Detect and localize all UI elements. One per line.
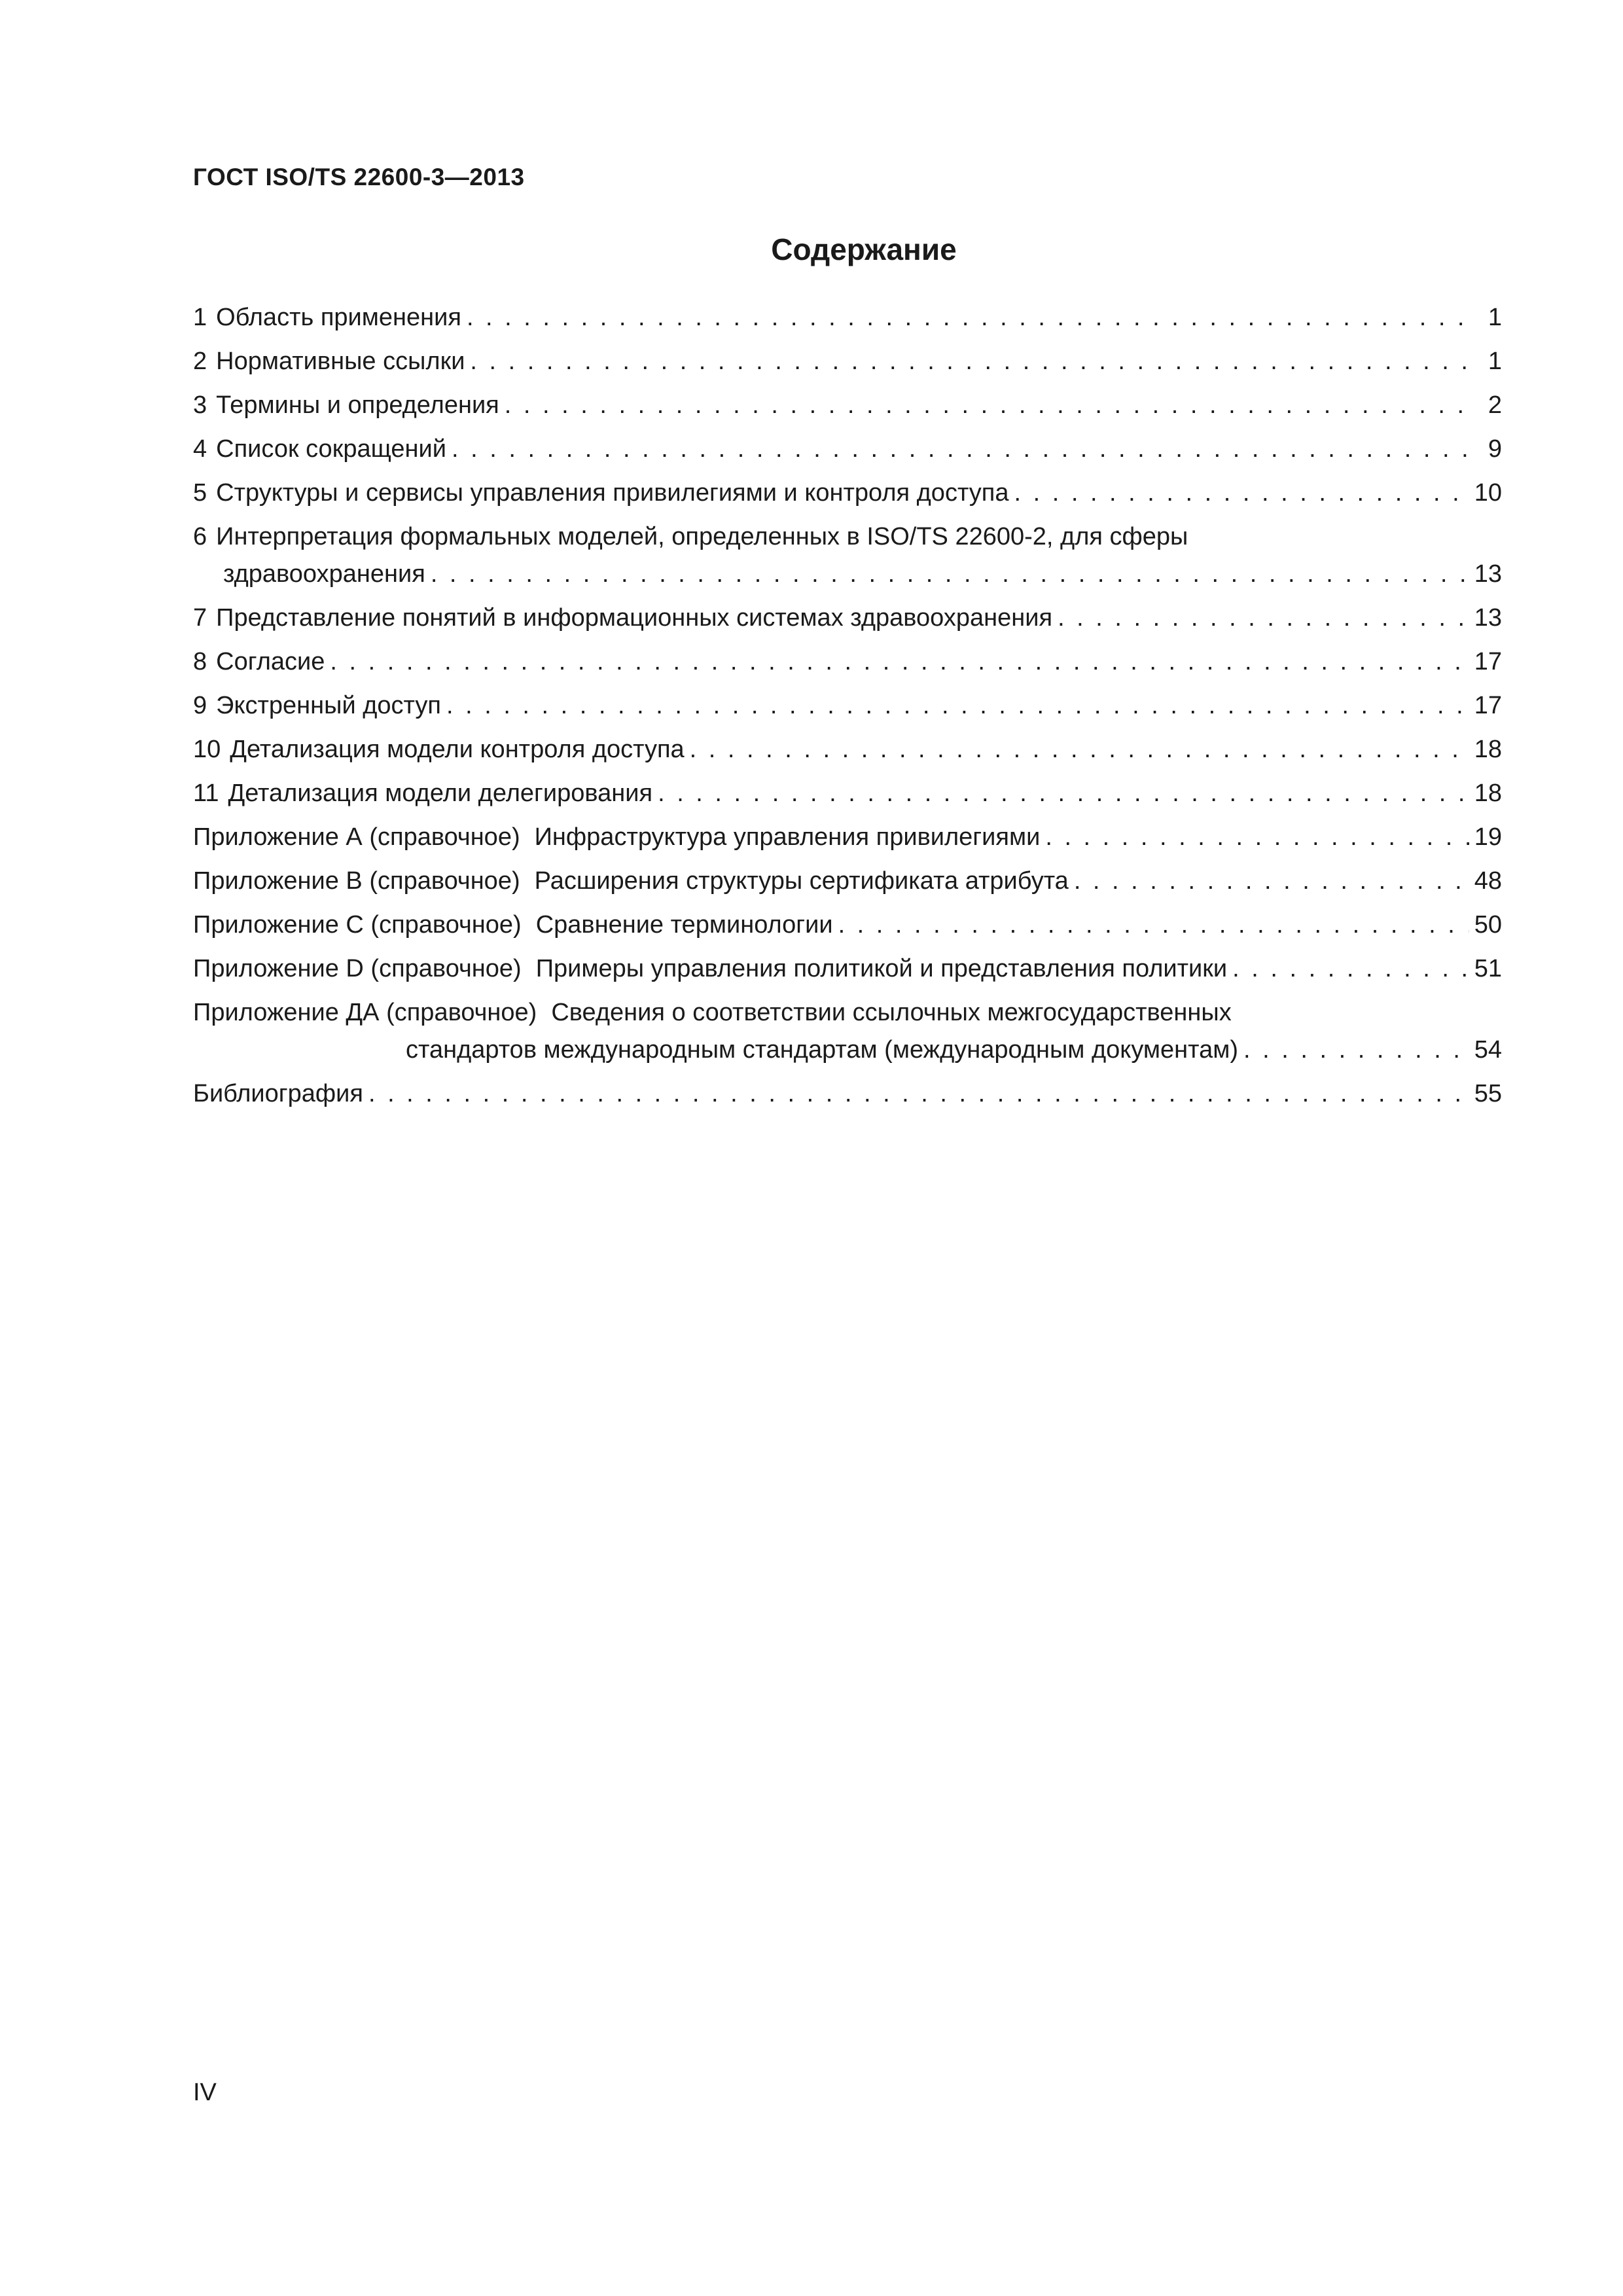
toc-appendix-entry[interactable] — [193, 947, 1502, 991]
toc-entry-number: 1 — [193, 304, 207, 331]
toc-appendix-entry[interactable] — [193, 859, 1502, 903]
toc-leader-dots — [838, 903, 1469, 947]
toc-entry-number: 7 — [193, 604, 207, 632]
toc-leader-dots — [470, 340, 1471, 384]
toc-leader-dots — [1045, 816, 1469, 859]
toc-entry-page: 54 — [1474, 1036, 1502, 1064]
toc-entry-label: Инфраструктура управления привилегиями — [534, 823, 1041, 851]
toc-entry-page: 1 — [1488, 304, 1502, 331]
toc-entry[interactable] — [193, 684, 1502, 728]
toc-appendix-number: Приложение ДА (справочное) — [193, 999, 537, 1026]
toc-leader-dots — [505, 384, 1471, 427]
toc-leader-dots — [1014, 471, 1469, 515]
toc-entry[interactable] — [193, 515, 1502, 552]
toc-entry-number: 8 — [193, 648, 207, 675]
toc-entry[interactable] — [193, 640, 1502, 684]
toc-entry-label: Термины и определения — [216, 391, 499, 419]
page-number: IV — [193, 2079, 217, 2106]
toc-entry[interactable] — [193, 340, 1502, 384]
toc-entry-page: 17 — [1474, 692, 1502, 719]
toc-entry-page: 17 — [1474, 648, 1502, 675]
toc-appendix-number: Приложение А (справочное) — [193, 823, 520, 851]
toc-entry[interactable] — [193, 728, 1502, 772]
toc-entry-page: 10 — [1474, 479, 1502, 507]
toc-entry-label: Экстренный доступ — [216, 692, 441, 719]
toc-entry-label: Представление понятий в информационных системах здравоохранения — [216, 604, 1053, 632]
toc-leader-dots — [658, 772, 1469, 816]
toc-entry-label-continued: здравоохранения — [223, 560, 425, 588]
toc-entry-number: 11 — [193, 780, 219, 807]
toc-entry-page: 51 — [1474, 955, 1502, 982]
toc-entry-page: 48 — [1474, 867, 1502, 895]
toc-leader-dots — [1243, 1028, 1469, 1072]
document-designation: ГОСТ ISO/TS 22600-3—2013 — [193, 164, 525, 190]
toc-entry-page: 9 — [1488, 435, 1502, 463]
toc-entry[interactable] — [193, 384, 1502, 427]
toc-entry-label: Примеры управления политикой и представления политики — [535, 955, 1228, 982]
toc-entry-continuation[interactable] — [193, 552, 1502, 596]
toc-appendix-number: Приложение В (справочное) — [193, 867, 520, 895]
toc-leader-dots — [1074, 859, 1469, 903]
toc-entry-number: 2 — [193, 348, 207, 375]
toc-entry-page: 50 — [1474, 911, 1502, 939]
toc-entry-label: Список сокращений — [216, 435, 446, 463]
toc-entry-label: Детализация модели контроля доступа — [230, 736, 685, 763]
toc-entry-page: 55 — [1474, 1080, 1502, 1107]
toc-entry-number: 5 — [193, 479, 207, 507]
toc-appendix-number: Приложение С (справочное) — [193, 911, 522, 939]
toc-entry-number: 6 — [193, 523, 207, 550]
toc-appendix-number: Приложение D (справочное) — [193, 955, 522, 982]
toc-entry-label: Библиография — [193, 1080, 363, 1107]
toc-entry-number: 9 — [193, 692, 207, 719]
toc-entry[interactable] — [193, 596, 1502, 640]
toc-entry-page: 1 — [1488, 348, 1502, 375]
toc-leader-dots — [467, 296, 1471, 340]
toc-entry-number: 4 — [193, 435, 207, 463]
toc-entry-label: Сведения о соответствии ссылочных межгосударственных — [551, 999, 1232, 1026]
toc-entry-page: 19 — [1474, 823, 1502, 851]
toc-entry[interactable] — [193, 427, 1502, 471]
toc-appendix-entry[interactable] — [193, 816, 1502, 859]
toc-leader-dots — [330, 640, 1469, 684]
toc-entry-label: Согласие — [216, 648, 325, 675]
toc-entry[interactable] — [193, 772, 1502, 816]
toc-appendix-entry[interactable] — [193, 991, 1502, 1028]
toc-leader-dots — [690, 728, 1469, 772]
toc-entry-page: 18 — [1474, 736, 1502, 763]
toc-entry-label: Сравнение терминологии — [535, 911, 833, 939]
toc-entry-label: Расширения структуры сертификата атрибута — [534, 867, 1069, 895]
toc-entry-label: Интерпретация формальных моделей, определенных в ISO/TS 22600-2, для сферы — [216, 523, 1188, 550]
toc-entry-page: 13 — [1474, 604, 1502, 632]
toc-entry-page: 18 — [1474, 780, 1502, 807]
toc-entry-label: Структуры и сервисы управления привилегиями и контроля доступа — [216, 479, 1009, 507]
toc-leader-dots — [431, 552, 1469, 596]
toc-entry-number: 10 — [193, 736, 221, 763]
toc-leader-dots — [1232, 947, 1469, 991]
table-of-contents — [193, 296, 1502, 1116]
toc-leader-dots — [446, 684, 1469, 728]
toc-entry-continuation[interactable] — [193, 1028, 1502, 1072]
toc-entry-page: 2 — [1488, 391, 1502, 419]
toc-title: Содержание — [771, 232, 957, 266]
toc-entry[interactable] — [193, 296, 1502, 340]
toc-entry-label: Нормативные ссылки — [216, 348, 465, 375]
toc-appendix-entry[interactable] — [193, 903, 1502, 947]
toc-leader-dots — [368, 1072, 1469, 1116]
toc-entry-label: Детализация модели делегирования — [228, 780, 653, 807]
toc-leader-dots — [1058, 596, 1469, 640]
toc-entry-bibliography[interactable] — [193, 1072, 1502, 1116]
toc-entry-label: Область применения — [216, 304, 461, 331]
toc-leader-dots — [452, 427, 1471, 471]
toc-entry-number: 3 — [193, 391, 207, 419]
toc-entry[interactable] — [193, 471, 1502, 515]
toc-entry-page: 13 — [1474, 560, 1502, 588]
toc-entry-label-continued: стандартов международным стандартам (международным документам) — [406, 1036, 1239, 1064]
